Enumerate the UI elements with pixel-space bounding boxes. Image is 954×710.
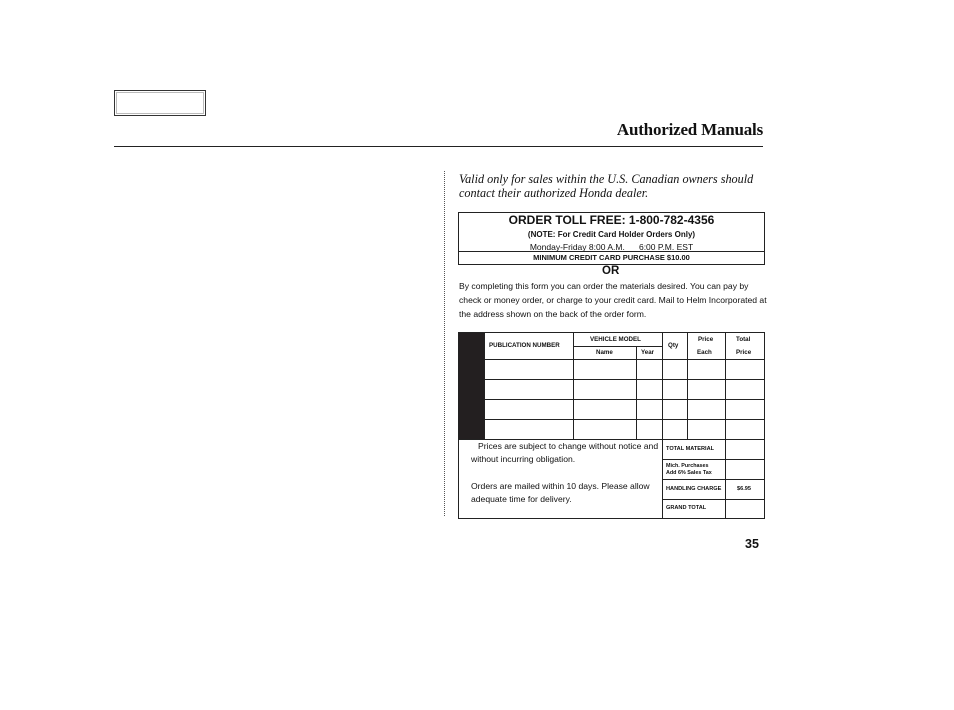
intro-text: Valid only for sales within the U.S. Canadian owners should contact their authorized Honda dealer. xyxy=(459,172,754,200)
handling-charge-label: HANDLING CHARGE xyxy=(666,486,722,492)
header-price-each-1: Price xyxy=(698,336,714,343)
sales-tax-label: Add 6% Sales Tax xyxy=(666,470,712,476)
order-form xyxy=(458,332,765,519)
table-row-publication[interactable] xyxy=(485,380,573,399)
total-material-label: TOTAL MATERIAL xyxy=(666,446,715,452)
grid-line xyxy=(573,333,574,439)
delivery-notice: Orders are mailed within 10 days. Please allow adequate time for delivery. xyxy=(471,481,650,504)
header-vehicle-model: VEHICLE MODEL xyxy=(590,336,641,343)
grand-total-label: GRAND TOTAL xyxy=(666,505,707,511)
toll-free-number: ORDER TOLL FREE: 1-800-782-4356 xyxy=(508,213,715,227)
grid-line xyxy=(687,333,688,439)
grid-line xyxy=(662,459,765,460)
page-number: 35 xyxy=(745,537,759,551)
header-price-each-2: Each xyxy=(697,349,712,356)
or-label: OR xyxy=(602,265,620,277)
header-publication-number: PUBLICATION NUMBER xyxy=(489,342,560,349)
header-rule xyxy=(114,146,763,147)
price-change-notice: Prices are subject to change without notice and without incurring obligation. xyxy=(471,441,659,464)
table-row-publication[interactable] xyxy=(485,420,573,439)
header-total-price-2: Price xyxy=(736,349,752,356)
order-instructions: By completing this form you can order the materials desired. You can pay by check or money order, or charge to your credit card. Mail to Helm Incorporated at the address shown on the back of the order form. xyxy=(459,281,767,319)
mich-purchases-label: Mich. Purchases xyxy=(666,463,709,469)
handling-charge-value: $6.95 xyxy=(737,486,751,492)
form-side-bar xyxy=(459,333,484,439)
grid-line xyxy=(662,479,765,480)
cut-line xyxy=(444,171,445,516)
minimum-purchase: MINIMUM CREDIT CARD PURCHASE $10.00 xyxy=(459,251,764,264)
toll-free-order-box xyxy=(458,212,765,265)
credit-card-note: (NOTE: For Credit Card Holder Orders Only) xyxy=(527,230,696,239)
table-row-publication[interactable] xyxy=(485,360,573,379)
header-total-price-1: Total xyxy=(736,336,751,343)
page-title: Authorized Manuals xyxy=(616,120,763,139)
grid-line xyxy=(662,333,663,519)
grid-line xyxy=(573,346,662,347)
header-name: Name xyxy=(596,349,613,356)
grid-line xyxy=(662,499,765,500)
table-row-publication[interactable] xyxy=(485,400,573,419)
order-hours: Monday-Friday 8:00 A.M. 6:00 P.M. EST xyxy=(529,242,694,252)
header-year: Year xyxy=(641,349,655,356)
header-qty: Qty xyxy=(668,342,679,349)
header-tab-box xyxy=(114,90,206,116)
grid-line xyxy=(725,333,726,519)
